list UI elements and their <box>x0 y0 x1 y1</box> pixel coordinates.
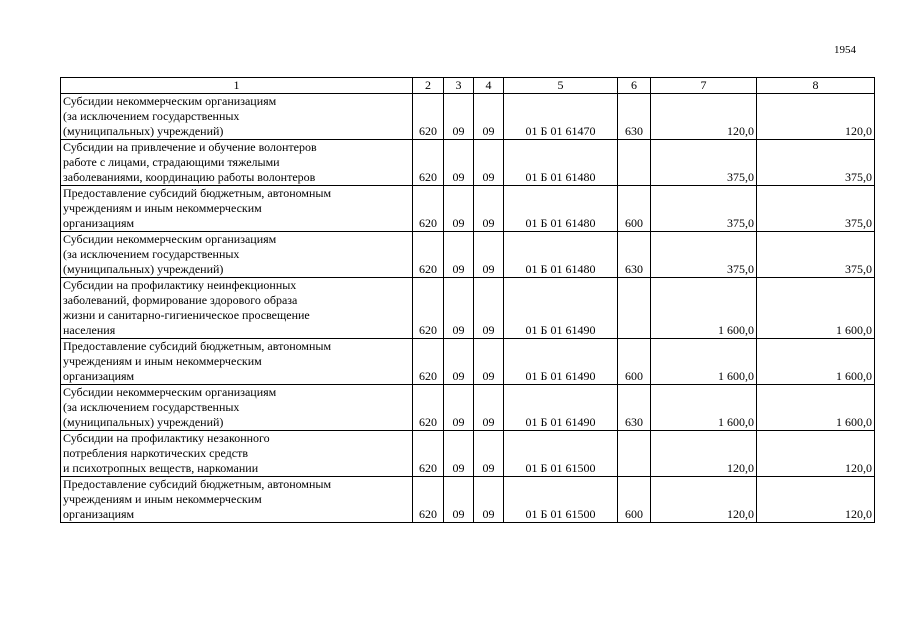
expense-type-code: 600 <box>618 339 651 385</box>
row-name <box>61 140 413 186</box>
row-name-line: учреждениям и иным некоммерческим <box>63 201 262 215</box>
amount-col-8: 375,0 <box>757 232 875 278</box>
amount-col-7: 120,0 <box>651 431 757 477</box>
row-name-line: Субсидии на профилактику неинфекционных <box>63 278 297 292</box>
row-name <box>61 385 413 431</box>
admin-code: 620 <box>413 339 444 385</box>
header-col-6: 6 <box>618 78 651 94</box>
section-code: 09 <box>444 339 474 385</box>
subsection-code: 09 <box>474 140 504 186</box>
row-name-line: организациям <box>63 369 135 383</box>
row-name-line: Предоставление субсидий бюджетным, автономным <box>63 186 332 200</box>
header-col-5: 5 <box>504 78 618 94</box>
amount-col-8: 375,0 <box>757 140 875 186</box>
row-name-line: (муниципальных) учреждений) <box>63 415 224 429</box>
row-name-line: Предоставление субсидий бюджетным, автономным <box>63 477 332 491</box>
subsection-code: 09 <box>474 385 504 431</box>
section-code: 09 <box>444 385 474 431</box>
target-article-code: 01 Б 01 61480 <box>504 186 618 232</box>
admin-code: 620 <box>413 94 444 140</box>
row-name-line: учреждениям и иным некоммерческим <box>63 492 262 506</box>
amount-col-8: 375,0 <box>757 186 875 232</box>
row-name-line: Субсидии некоммерческим организациям <box>63 94 277 108</box>
amount-col-8: 120,0 <box>757 431 875 477</box>
row-name <box>61 278 413 339</box>
section-code: 09 <box>444 140 474 186</box>
header-col-7: 7 <box>651 78 757 94</box>
row-name <box>61 94 413 140</box>
section-code: 09 <box>444 94 474 140</box>
target-article-code: 01 Б 01 61500 <box>504 477 618 523</box>
row-name-line: Субсидии на привлечение и обучение волонтеров <box>63 140 317 154</box>
table-row <box>61 186 875 232</box>
row-name-line: Предоставление субсидий бюджетным, автономным <box>63 339 332 353</box>
table-row <box>61 140 875 186</box>
row-name-line: (муниципальных) учреждений) <box>63 124 224 138</box>
expense-type-code: 600 <box>618 186 651 232</box>
row-name-line: Субсидии на профилактику незаконного <box>63 431 270 445</box>
row-name-line: (за исключением государственных <box>63 109 240 123</box>
target-article-code: 01 Б 01 61480 <box>504 140 618 186</box>
admin-code: 620 <box>413 477 444 523</box>
expense-type-code <box>618 431 651 477</box>
subsection-code: 09 <box>474 278 504 339</box>
expense-type-code <box>618 278 651 339</box>
amount-col-7: 1 600,0 <box>651 339 757 385</box>
row-name <box>61 232 413 278</box>
header-row <box>61 78 875 94</box>
table-row <box>61 94 875 140</box>
row-name-line: учреждениям и иным некоммерческим <box>63 354 262 368</box>
target-article-code: 01 Б 01 61480 <box>504 232 618 278</box>
amount-col-8: 1 600,0 <box>757 339 875 385</box>
amount-col-8: 120,0 <box>757 94 875 140</box>
amount-col-7: 120,0 <box>651 477 757 523</box>
admin-code: 620 <box>413 232 444 278</box>
section-code: 09 <box>444 278 474 339</box>
amount-col-8: 120,0 <box>757 477 875 523</box>
amount-col-7: 375,0 <box>651 186 757 232</box>
table-row <box>61 431 875 477</box>
row-name-line: заболеваниями, координацию работы волонтеров <box>63 170 316 184</box>
amount-col-7: 375,0 <box>651 232 757 278</box>
row-name-line: населения <box>63 323 116 337</box>
amount-col-8: 1 600,0 <box>757 385 875 431</box>
subsection-code: 09 <box>474 232 504 278</box>
target-article-code: 01 Б 01 61490 <box>504 278 618 339</box>
target-article-code: 01 Б 01 61470 <box>504 94 618 140</box>
row-name-line: (муниципальных) учреждений) <box>63 262 224 276</box>
subsection-code: 09 <box>474 186 504 232</box>
expense-type-code: 630 <box>618 385 651 431</box>
admin-code: 620 <box>413 140 444 186</box>
amount-col-7: 1 600,0 <box>651 278 757 339</box>
row-name-line: (за исключением государственных <box>63 247 240 261</box>
header-col-1: 1 <box>61 78 413 94</box>
section-code: 09 <box>444 232 474 278</box>
row-name <box>61 186 413 232</box>
row-name-line: жизни и санитарно-гигиеническое просвещение <box>63 308 310 322</box>
subsection-code: 09 <box>474 477 504 523</box>
admin-code: 620 <box>413 278 444 339</box>
admin-code: 620 <box>413 431 444 477</box>
budget-table <box>60 77 875 523</box>
header-col-4: 4 <box>474 78 504 94</box>
expense-type-code: 630 <box>618 94 651 140</box>
amount-col-7: 120,0 <box>651 94 757 140</box>
row-name-line: потребления наркотических средств <box>63 446 249 460</box>
amount-col-8: 1 600,0 <box>757 278 875 339</box>
target-article-code: 01 Б 01 61490 <box>504 339 618 385</box>
table-row <box>61 477 875 523</box>
subsection-code: 09 <box>474 94 504 140</box>
row-name-line: заболеваний, формирование здорового образа <box>63 293 298 307</box>
table-row <box>61 385 875 431</box>
row-name-line: организациям <box>63 216 135 230</box>
page-number: 1954 <box>834 44 856 56</box>
table-row <box>61 232 875 278</box>
target-article-code: 01 Б 01 61490 <box>504 385 618 431</box>
section-code: 09 <box>444 186 474 232</box>
header-col-8: 8 <box>757 78 875 94</box>
header-col-3: 3 <box>444 78 474 94</box>
admin-code: 620 <box>413 186 444 232</box>
row-name <box>61 431 413 477</box>
row-name-line: и психотропных веществ, наркомании <box>63 461 259 475</box>
target-article-code: 01 Б 01 61500 <box>504 431 618 477</box>
row-name-line: работе с лицами, страдающими тяжелыми <box>63 155 280 169</box>
amount-col-7: 1 600,0 <box>651 385 757 431</box>
expense-type-code <box>618 140 651 186</box>
table-row <box>61 339 875 385</box>
row-name-line: Субсидии некоммерческим организациям <box>63 232 277 246</box>
expense-type-code: 630 <box>618 232 651 278</box>
subsection-code: 09 <box>474 339 504 385</box>
row-name-line: (за исключением государственных <box>63 400 240 414</box>
section-code: 09 <box>444 431 474 477</box>
header-col-2: 2 <box>413 78 444 94</box>
table-row <box>61 278 875 339</box>
admin-code: 620 <box>413 385 444 431</box>
row-name <box>61 339 413 385</box>
row-name <box>61 477 413 523</box>
expense-type-code: 600 <box>618 477 651 523</box>
row-name-line: организациям <box>63 507 135 521</box>
subsection-code: 09 <box>474 431 504 477</box>
section-code: 09 <box>444 477 474 523</box>
table-body <box>61 94 875 523</box>
row-name-line: Субсидии некоммерческим организациям <box>63 385 277 399</box>
amount-col-7: 375,0 <box>651 140 757 186</box>
